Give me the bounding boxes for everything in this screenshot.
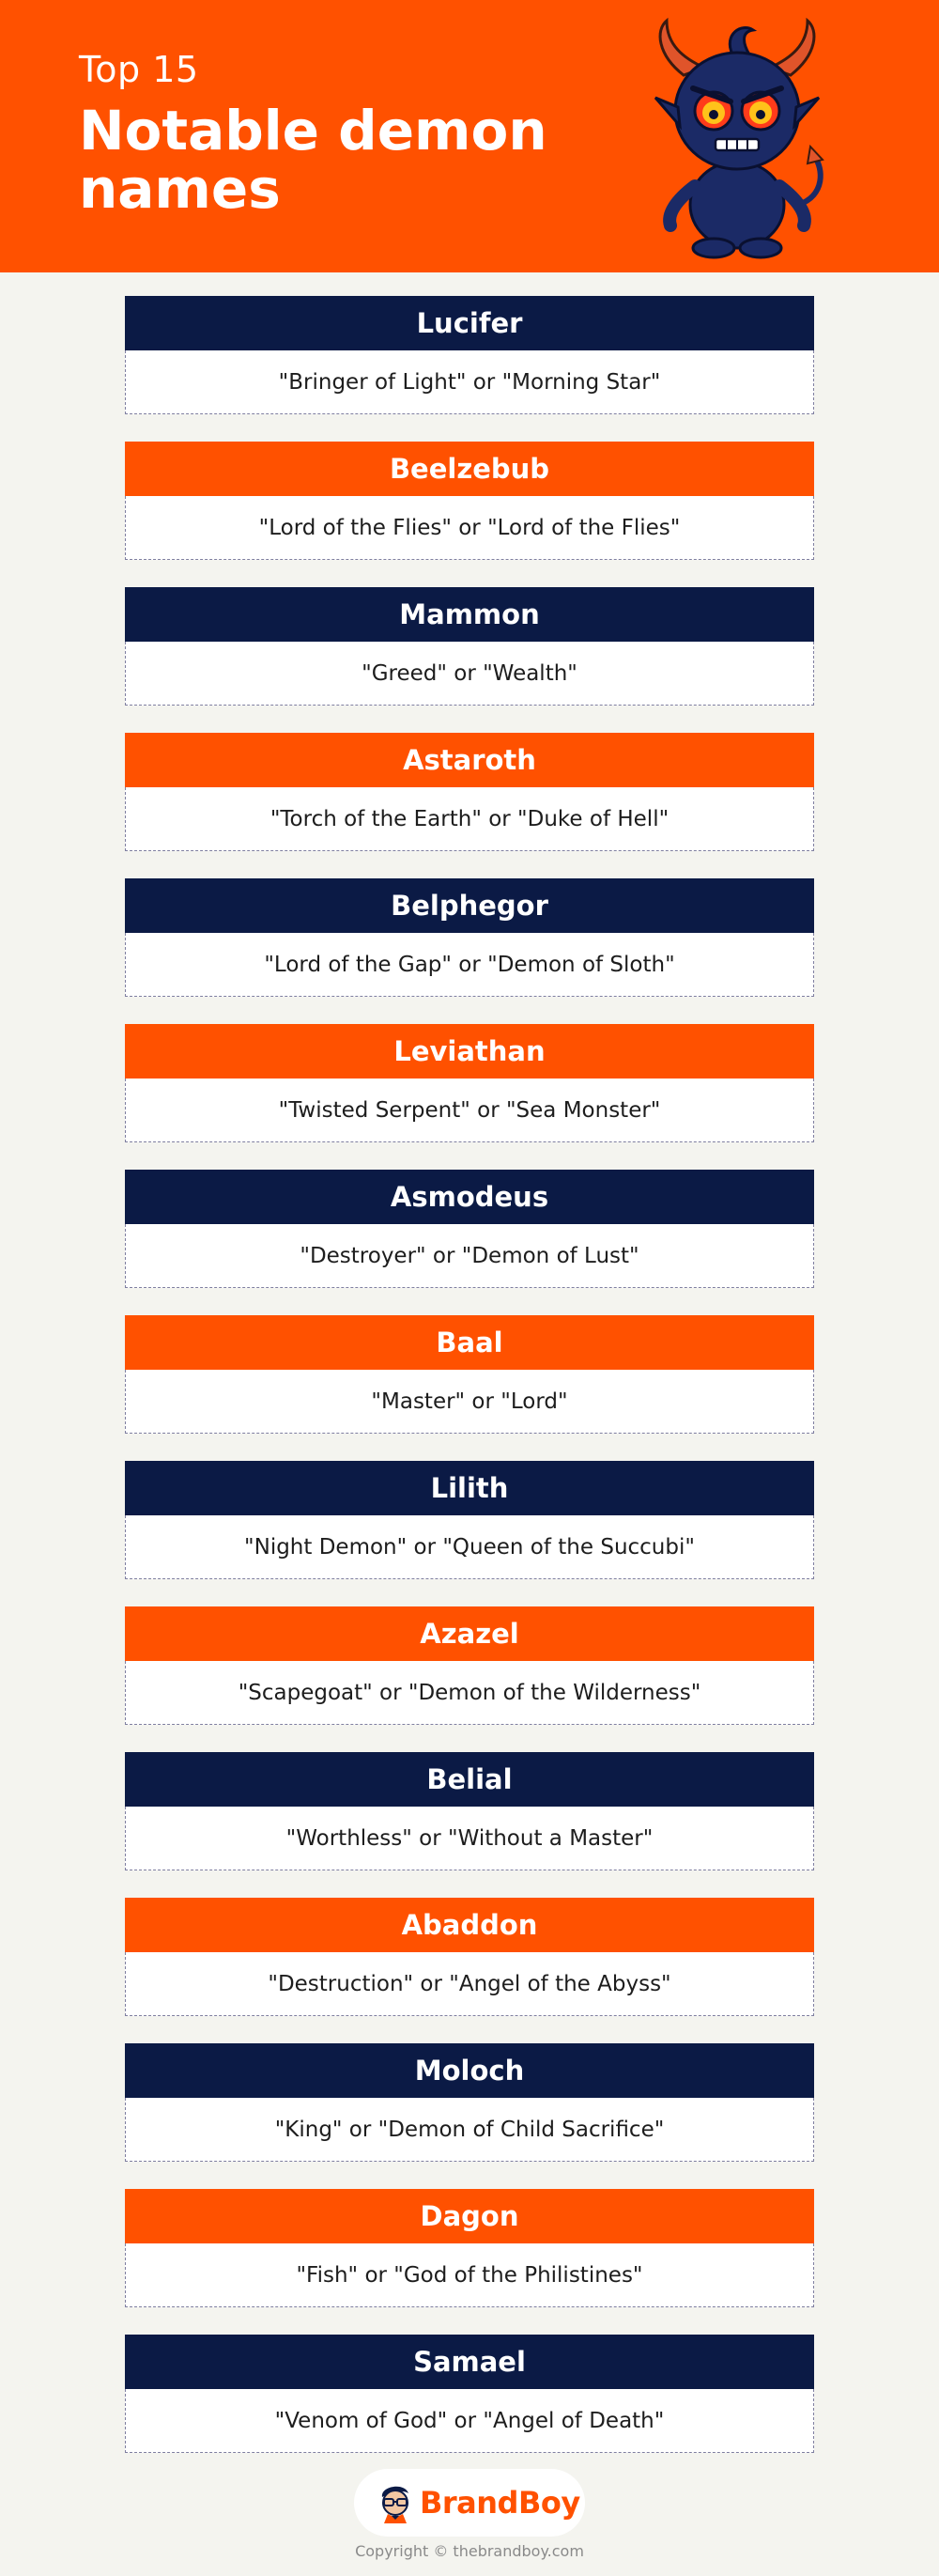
demon-name: Samael [125, 2335, 814, 2389]
demon-card [125, 1024, 814, 1146]
demon-meaning: "Venom of God" or "Angel of Death" [125, 2389, 814, 2453]
demon-card [125, 2335, 814, 2457]
demon-name: Moloch [125, 2043, 814, 2098]
demon-card [125, 296, 814, 418]
demon-meaning: "Torch of the Earth" or "Duke of Hell" [125, 787, 814, 851]
brand-name: BrandBoy [420, 2485, 580, 2521]
demon-card [125, 442, 814, 564]
demon-card [125, 878, 814, 1001]
demon-meaning: "King" or "Demon of Child Sacrifice" [125, 2098, 814, 2162]
demon-card [125, 587, 814, 709]
demon-name: Mammon [125, 587, 814, 642]
demon-meaning: "Lord of the Flies" or "Lord of the Flies" [125, 496, 814, 560]
pre-title: Top 15 [79, 49, 199, 90]
demon-card [125, 1461, 814, 1583]
demon-card [125, 1898, 814, 2020]
demon-meaning: "Twisted Serpent" or "Sea Monster" [125, 1079, 814, 1142]
demon-meaning: "Master" or "Lord" [125, 1370, 814, 1434]
demon-list [125, 296, 814, 2480]
demon-meaning: "Greed" or "Wealth" [125, 642, 814, 706]
demon-card [125, 2189, 814, 2311]
demon-name: Azazel [125, 1606, 814, 1661]
demon-card [125, 1170, 814, 1292]
demon-name: Lilith [125, 1461, 814, 1515]
demon-name: Belial [125, 1752, 814, 1807]
demon-name: Baal [125, 1315, 814, 1370]
brandboy-logo-icon [377, 2482, 414, 2523]
demon-meaning: "Lord of the Gap" or "Demon of Sloth" [125, 933, 814, 997]
devil-mascot-icon [639, 17, 836, 263]
demon-meaning: "Worthless" or "Without a Master" [125, 1807, 814, 1870]
demon-name: Belphegor [125, 878, 814, 933]
demon-card [125, 1606, 814, 1729]
demon-name: Leviathan [125, 1024, 814, 1079]
demon-name: Asmodeus [125, 1170, 814, 1224]
demon-meaning: "Night Demon" or "Queen of the Succubi" [125, 1515, 814, 1579]
brand-badge [354, 2469, 585, 2537]
demon-card [125, 1752, 814, 1874]
demon-name: Abaddon [125, 1898, 814, 1952]
demon-meaning: "Bringer of Light" or "Morning Star" [125, 350, 814, 414]
demon-name: Dagon [125, 2189, 814, 2243]
demon-name: Beelzebub [125, 442, 814, 496]
demon-meaning: "Fish" or "God of the Philistines" [125, 2243, 814, 2307]
demon-meaning: "Destroyer" or "Demon of Lust" [125, 1224, 814, 1288]
demon-card [125, 1315, 814, 1437]
copyright-text: Copyright © thebrandboy.com [355, 2542, 584, 2560]
header-banner [0, 0, 939, 272]
demon-name: Lucifer [125, 296, 814, 350]
demon-card [125, 733, 814, 855]
demon-meaning: "Destruction" or "Angel of the Abyss" [125, 1952, 814, 2016]
page-title: Notable demon names [79, 99, 547, 221]
demon-name: Astaroth [125, 733, 814, 787]
demon-card [125, 2043, 814, 2165]
demon-meaning: "Scapegoat" or "Demon of the Wilderness" [125, 1661, 814, 1725]
